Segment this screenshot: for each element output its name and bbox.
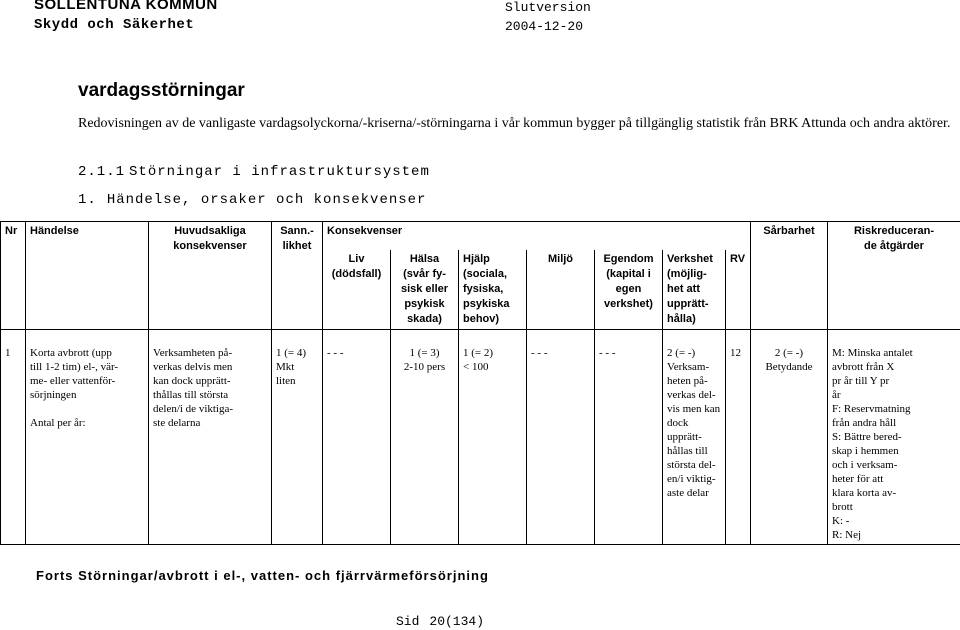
col-header-event: Händelse <box>26 222 149 330</box>
cell-help: 1 (= 2) < 100 <box>459 329 527 544</box>
cell-environment: - - - <box>527 329 595 544</box>
subheader-life: Liv (dödsfall) <box>323 250 391 330</box>
page-count: 20(134) <box>429 614 484 629</box>
cell-main-consequences: Verksamheten på- verkas delvis men kan dock upprätt- thållas till största delen/i de viktiga- ste delarna <box>149 329 272 544</box>
subsection-number: 1. <box>78 192 97 208</box>
col-header-consequences: Konsekvenser <box>323 222 751 250</box>
section-title: Störningar i infrastruktursystem <box>129 164 430 180</box>
subsection-title: Händelse, orsaker och konsekvenser <box>107 192 427 208</box>
cell-vulnerability: 2 (= -) Betydande <box>751 329 828 544</box>
subheader-health: Hälsa (svår fy- sisk eller psykisk skada) <box>391 250 459 330</box>
col-header-vulnerability: Sårbarhet <box>751 222 828 330</box>
continuation-heading: Forts Störningar/avbrott i el-, vatten- och fjärrvärmeförsörjning <box>36 568 489 583</box>
section-heading <box>78 162 430 180</box>
subsection-heading <box>78 190 426 208</box>
intro-paragraph: Redovisningen av de vanligaste vardagsolyckorna/-kriserna/-störningarna i vår kommun bygger på tillgänglig statistik från BRK Attunda och andra aktörer. <box>78 115 958 132</box>
col-header-risk-reducing: Riskreduceran- de åtgärder <box>828 222 960 330</box>
subheader-rv: RV <box>726 250 751 330</box>
cell-operations: 2 (= -) Verksam- heten på- verkas del- vis men kan dock upprätt- hållas till största del- en/i viktig- aste delar <box>663 329 726 544</box>
page-title: vardagsstörningar <box>78 80 245 102</box>
cell-health: 1 (= 3) 2-10 pers <box>391 329 459 544</box>
cell-risk-reducing: M: Minska antalet avbrott från X pr år till Y pr år F: Reservmatning från andra håll S: Bättre bered- skap i hemmen och i verksam- heter för att klara korta av- brott K: - R: Nej <box>828 329 960 544</box>
cell-property: - - - <box>595 329 663 544</box>
col-header-main-consequences: Huvudsakliga konsekvenser <box>149 222 272 330</box>
subheader-operations: Verkshet (möjlig- het att upprätt- hålla) <box>663 250 726 330</box>
document-date: 2004-12-20 <box>505 19 583 34</box>
cell-event: Korta avbrott (upp till 1-2 tim) el-, vär- me- eller vattenför- sörjningen Antal per år: <box>26 329 149 544</box>
organization-name: SOLLENTUNA KOMMUN <box>34 0 218 13</box>
cell-probability: 1 (= 4) Mkt liten <box>272 329 323 544</box>
table-header-row <box>1 222 960 250</box>
cell-life: - - - <box>323 329 391 544</box>
cell-nr: 1 <box>1 329 26 544</box>
page-number <box>396 612 484 630</box>
table-row <box>1 329 960 544</box>
col-header-nr: Nr <box>1 222 26 330</box>
subheader-property: Egendom (kapital i egen verkshet) <box>595 250 663 330</box>
page-label: Sid <box>396 614 419 629</box>
section-number: 2.1.1 <box>78 164 125 180</box>
col-header-probability: Sann.- likhet <box>272 222 323 330</box>
subheader-help: Hjälp (sociala, fysiska, psykiska behov) <box>459 250 527 330</box>
document-version: Slutversion <box>505 0 591 15</box>
department-name: Skydd och Säkerhet <box>34 17 194 33</box>
risk-table <box>0 221 960 545</box>
cell-rv: 12 <box>726 329 751 544</box>
subheader-environment: Miljö <box>527 250 595 330</box>
